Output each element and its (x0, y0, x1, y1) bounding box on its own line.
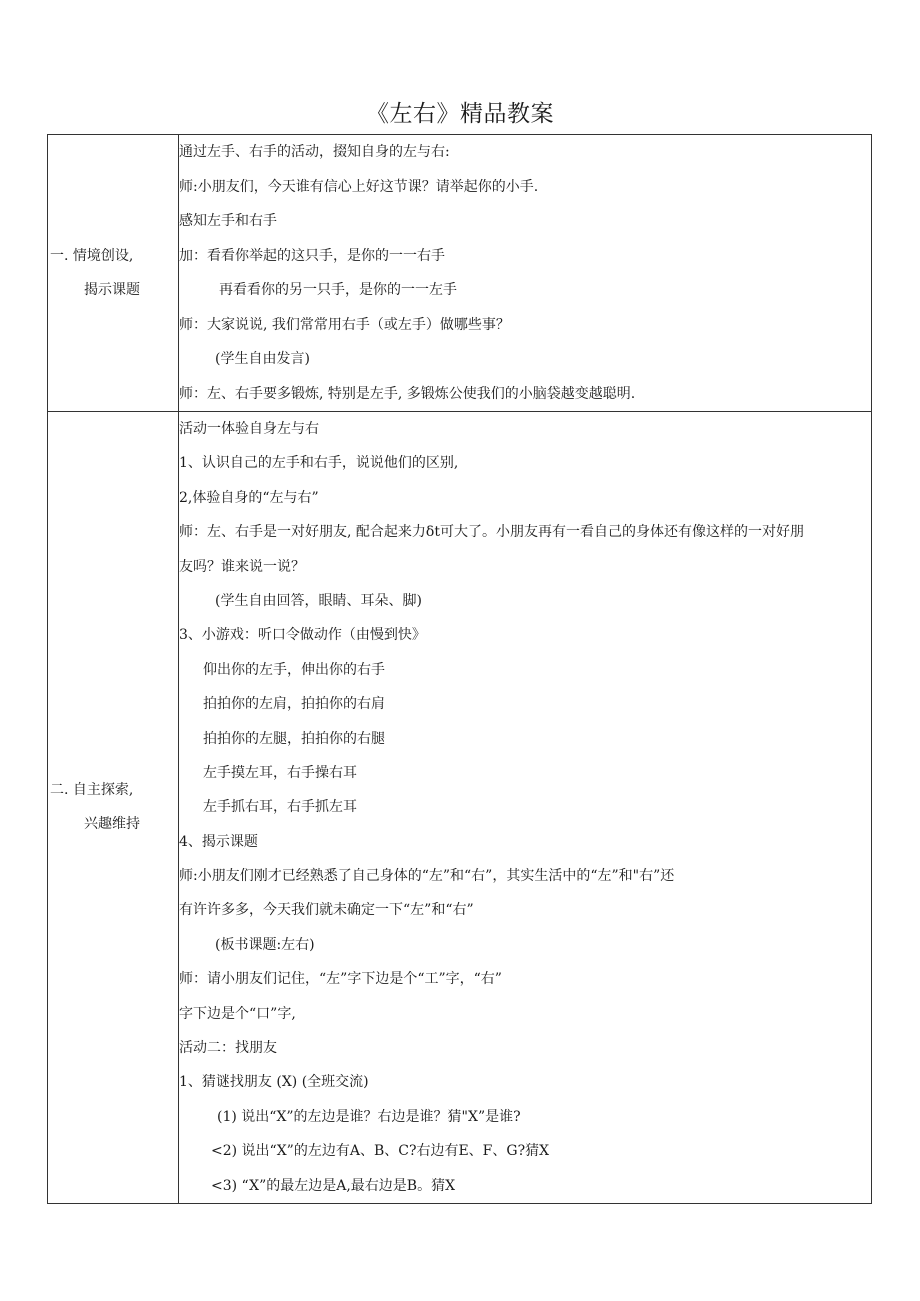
content-line: (学生自由发言) (215, 351, 310, 367)
content-line: (学生自由回答，眼睛、耳朵、脚) (215, 592, 422, 609)
content-line: 仰出你的左手，伸出你的右手 (203, 661, 385, 678)
content-line: 师：左、右手要多锻炼, 特别是左手, 多锻炼公使我们的小脑袋越变越聪明. (179, 385, 636, 402)
content-line: 3、小游戏：听口令做动作（由慢到快》 (179, 627, 426, 644)
lesson-plan-table (47, 134, 872, 1204)
table-row (48, 135, 872, 412)
section-label (48, 135, 179, 412)
section-label-line: 一. 情境创设, (50, 248, 134, 264)
content-line: <2) 说出“X”的左边有A、B、C?右边有E、F、G?猜X (211, 1143, 550, 1160)
section-label (48, 412, 179, 1204)
document-title: 《左右》精品教案 (366, 101, 554, 127)
content-line: 活动二：找朋友 (179, 1040, 277, 1057)
content-line: (板书课题:左右) (215, 936, 315, 953)
section-label-line: 揭示课题 (84, 282, 140, 298)
content-line: 活动一体验自身左与右 (179, 421, 319, 437)
content-line: 师：左、右手是一对好朋友, 配合起来力δt可大了。小朋友再有一看自己的身体还有像这样的一对好朋 (179, 524, 804, 541)
content-line: <3) “X”的最左边是A,最右边是B。猜X (211, 1177, 456, 1194)
content-line: 拍拍你的左腿，拍拍你的右腿 (203, 730, 385, 747)
content-line: 加：看看你举起的这只手，是你的一一右手 (179, 247, 445, 264)
content-line: 左手抓右耳，右手抓左耳 (203, 799, 357, 816)
section-content (179, 412, 872, 1204)
content-line: (1) 说出“X”的左边是谁？右边是谁？猜"X”是谁? (217, 1108, 521, 1125)
content-line: 有许许多多，今天我们就未确定一下“左”和“右” (179, 902, 474, 919)
content-line: 再看看你的另一只手，是你的一一左手 (219, 282, 457, 298)
section-content (179, 135, 872, 412)
section-label-line: 兴趣维持 (84, 816, 140, 833)
content-line: 通过左手、右手的活动，掇知自身的左与右: (179, 144, 450, 160)
content-line: 师:小朋友们，今天谁有信心上好这节课？请举起你的小手. (179, 178, 539, 195)
content-line: 感知左手和右手 (179, 213, 277, 229)
content-line: 字下边是个“口”字, (179, 1005, 296, 1022)
content-line: 1、猜谜找朋友 (X) (全班交流) (179, 1074, 369, 1091)
content-line: 友吗？谁来说一说？ (179, 558, 305, 575)
content-line: 左手摸左耳，右手操右耳 (203, 764, 357, 781)
content-line: 拍拍你的左肩，拍拍你的右肩 (203, 696, 385, 713)
content-line: 师:小朋友们刚才已经熟悉了自己身体的“左”和“右”，其实生活中的“左”和"右”还 (179, 868, 675, 885)
section-label-line: 二. 自主探索, (50, 782, 134, 799)
content-line: 师：请小朋友们记住，“左”字下边是个“工”字，“右” (179, 971, 502, 988)
content-line: 4、揭示课题 (179, 833, 258, 850)
content-line: 1、认识自己的左手和右手，说说他们的区别, (179, 455, 459, 472)
content-line: 2,体验自身的“左与右” (179, 489, 319, 506)
content-line: 师：大家说说, 我们常常用右手（或左手）做哪些事？ (179, 316, 510, 333)
table-row (48, 412, 872, 1204)
